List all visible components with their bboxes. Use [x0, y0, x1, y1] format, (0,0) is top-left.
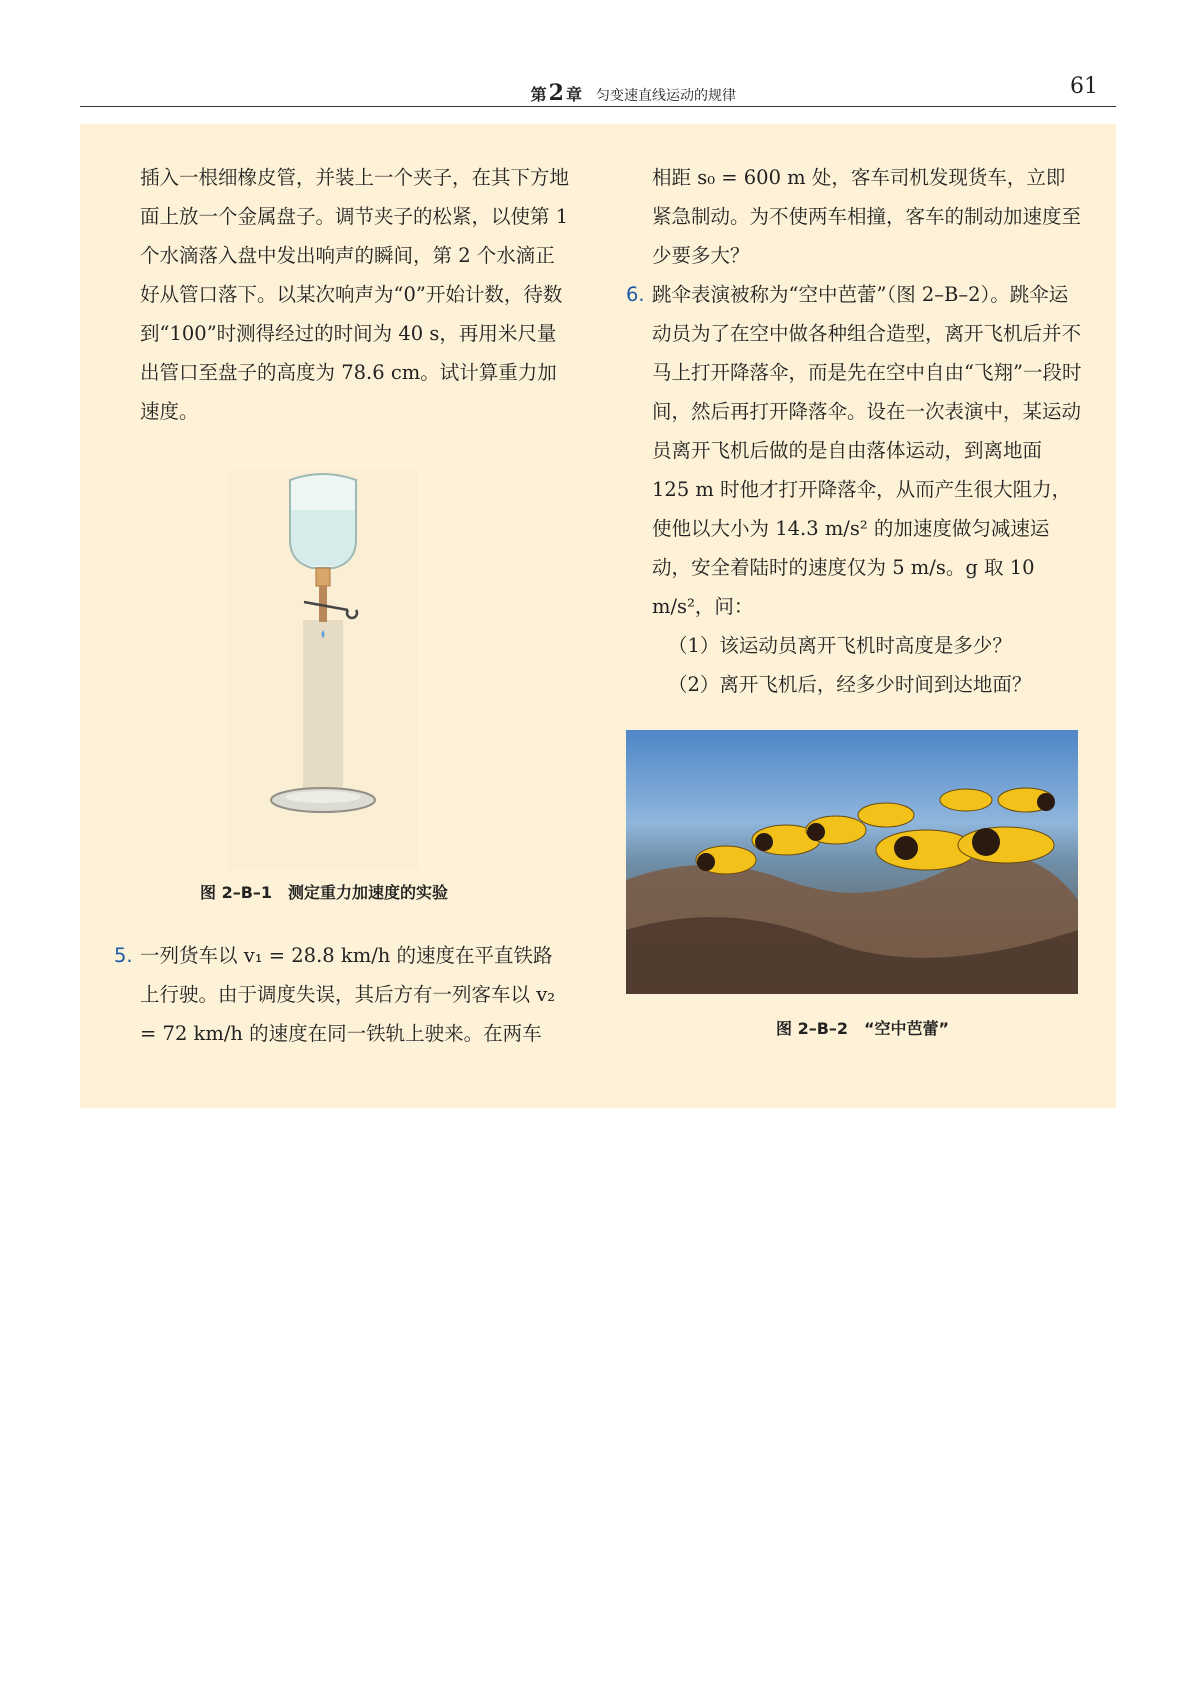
chapter-number: 2 — [548, 80, 564, 106]
question-5 — [114, 936, 572, 1053]
chapter-title: 匀变速直线运动的规律 — [596, 88, 736, 104]
right-column — [626, 158, 1084, 704]
question-6-text: 跳伞表演被称为“空中芭蕾”（图 2–B–2）。跳伞运动员为了在空中做各种组合造型，离开飞机后并不马上打开降落伞，而是先在空中自由“飞翔”一段时间，然后再打开降落伞。设在一次表演中，某运动员离开飞机后做的是自由落体运动，到离地面 125 m 时他才打开降落伞，从而产生很大阻力，使他以大小为 14.3 m/s² 的加速度做匀减速运动，安全着陆时的速度仅为 5 m/s。g 取 10 m/s²，问： — [652, 283, 1082, 618]
question-6 — [626, 275, 1084, 704]
figure-1-caption: 图 2–B–1 测定重力加速度的实验 — [200, 883, 449, 902]
question-5-text: 一列货车以 v₁ = 28.8 km/h 的速度在平直铁路上行驶。由于调度失误，其后方有一列客车以 v₂ = 72 km/h 的速度在同一铁轨上驶来。在两车 — [140, 944, 556, 1045]
continued-paragraph: 插入一根细橡皮管，并装上一个夹子，在其下方地面上放一个金属盘子。调节夹子的松紧，以使第 1 个水滴落入盘中发出响声的瞬间，第 2 个水滴正好从管口落下。以某次响声为“0”开始计数，待数到“100”时测得经过的时间为 40 s，再用米尺量出管口至盘子的高度为 78.6 cm。试计算重力加速度。 — [140, 166, 570, 423]
question-6-subquestion-1: （1）该运动员离开飞机时高度是多少？ — [668, 634, 1012, 657]
chapter-suffix: 章 — [565, 85, 582, 104]
left-column — [140, 158, 572, 431]
skydivers-photo — [626, 730, 1078, 994]
water-drop-apparatus-figure — [228, 470, 418, 870]
blank-lower-page — [0, 1108, 1190, 1683]
question-6-subquestion-2: （2）离开飞机后，经多少时间到达地面？ — [668, 673, 1032, 696]
question-5-continued: 相距 s₀ = 600 m 处，客车司机发现货车，立即紧急制动。为不使两车相撞，客车的制动加速度至少要多大？ — [652, 166, 1082, 267]
figure-2-caption: 图 2–B–2 “空中芭蕾” — [776, 1019, 950, 1038]
page-header — [80, 72, 1116, 107]
chapter-heading — [531, 80, 736, 106]
chapter-prefix: 第 — [530, 85, 547, 104]
question-5-number: 5. — [114, 944, 133, 967]
page-number: 61 — [1070, 74, 1098, 99]
question-6-number: 6. — [626, 283, 645, 306]
